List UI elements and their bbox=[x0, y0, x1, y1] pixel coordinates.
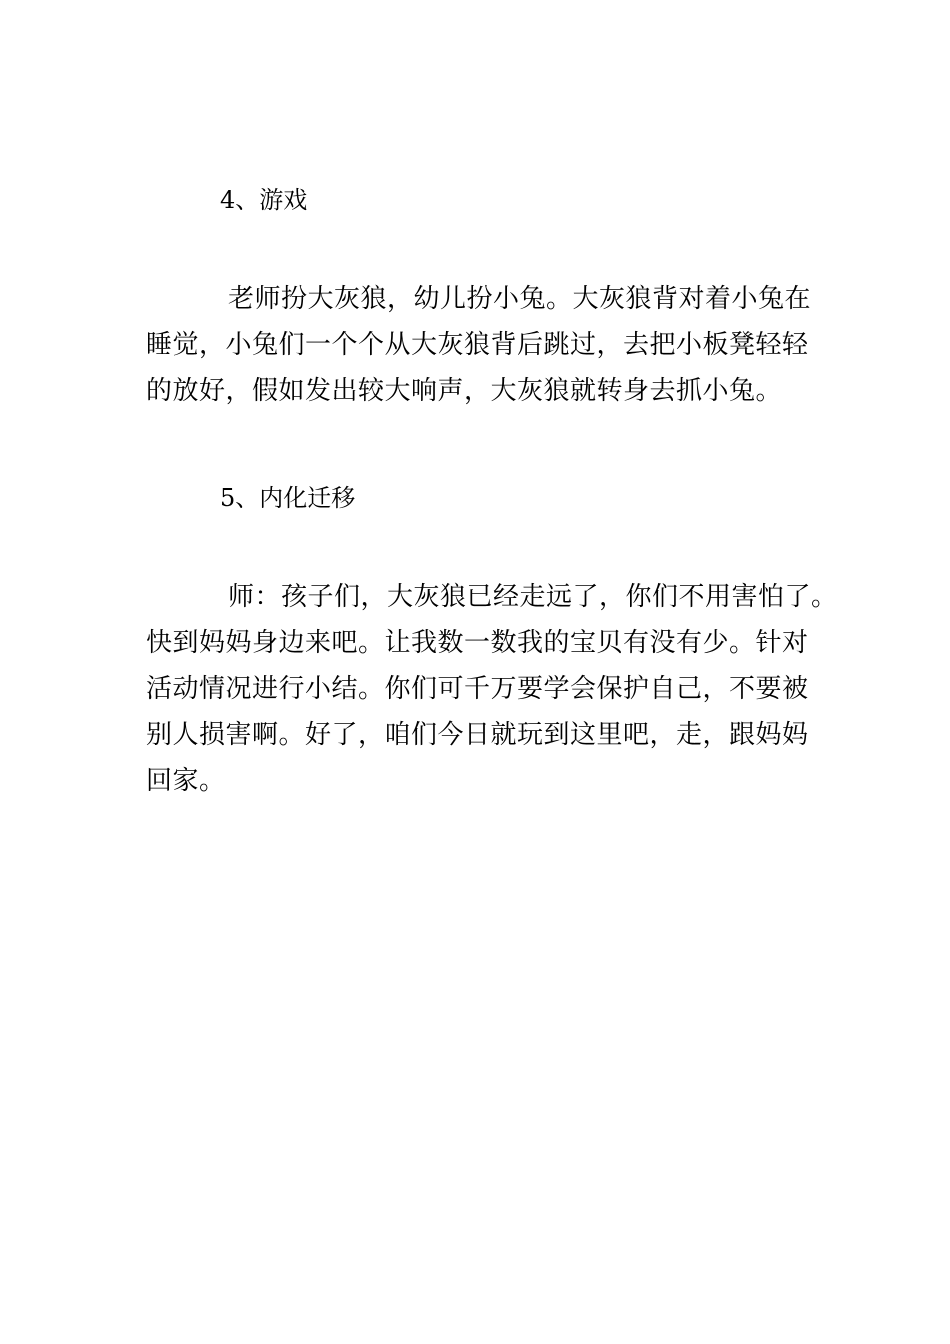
paragraph-line: 活动情况进行小结。你们可千万要学会保护自己，不要被 bbox=[146, 674, 809, 704]
section-heading-internalize: 5、内化迁移 bbox=[220, 484, 356, 512]
section-heading-game: 4、游戏 bbox=[220, 186, 308, 214]
paragraph-line: 快到妈妈身边来吧。让我数一数我的宝贝有没有少。针对 bbox=[146, 628, 809, 658]
paragraph-line: 的放好，假如发出较大响声，大灰狼就转身去抓小兔。 bbox=[146, 376, 783, 406]
paragraph-line: 回家。 bbox=[146, 766, 226, 796]
paragraph-line: 睡觉，小兔们一个个从大灰狼背后跳过，去把小板凳轻轻 bbox=[146, 330, 809, 360]
paragraph-line: 老师扮大灰狼，幼儿扮小兔。大灰狼背对着小兔在 bbox=[228, 284, 812, 314]
paragraph-internalize bbox=[146, 574, 836, 804]
paragraph-game bbox=[146, 276, 836, 414]
paragraph-line: 别人损害啊。好了，咱们今日就玩到这里吧，走，跟妈妈 bbox=[146, 720, 809, 750]
paragraph-line: 师：孩子们，大灰狼已经走远了，你们不用害怕了。 bbox=[228, 582, 838, 612]
